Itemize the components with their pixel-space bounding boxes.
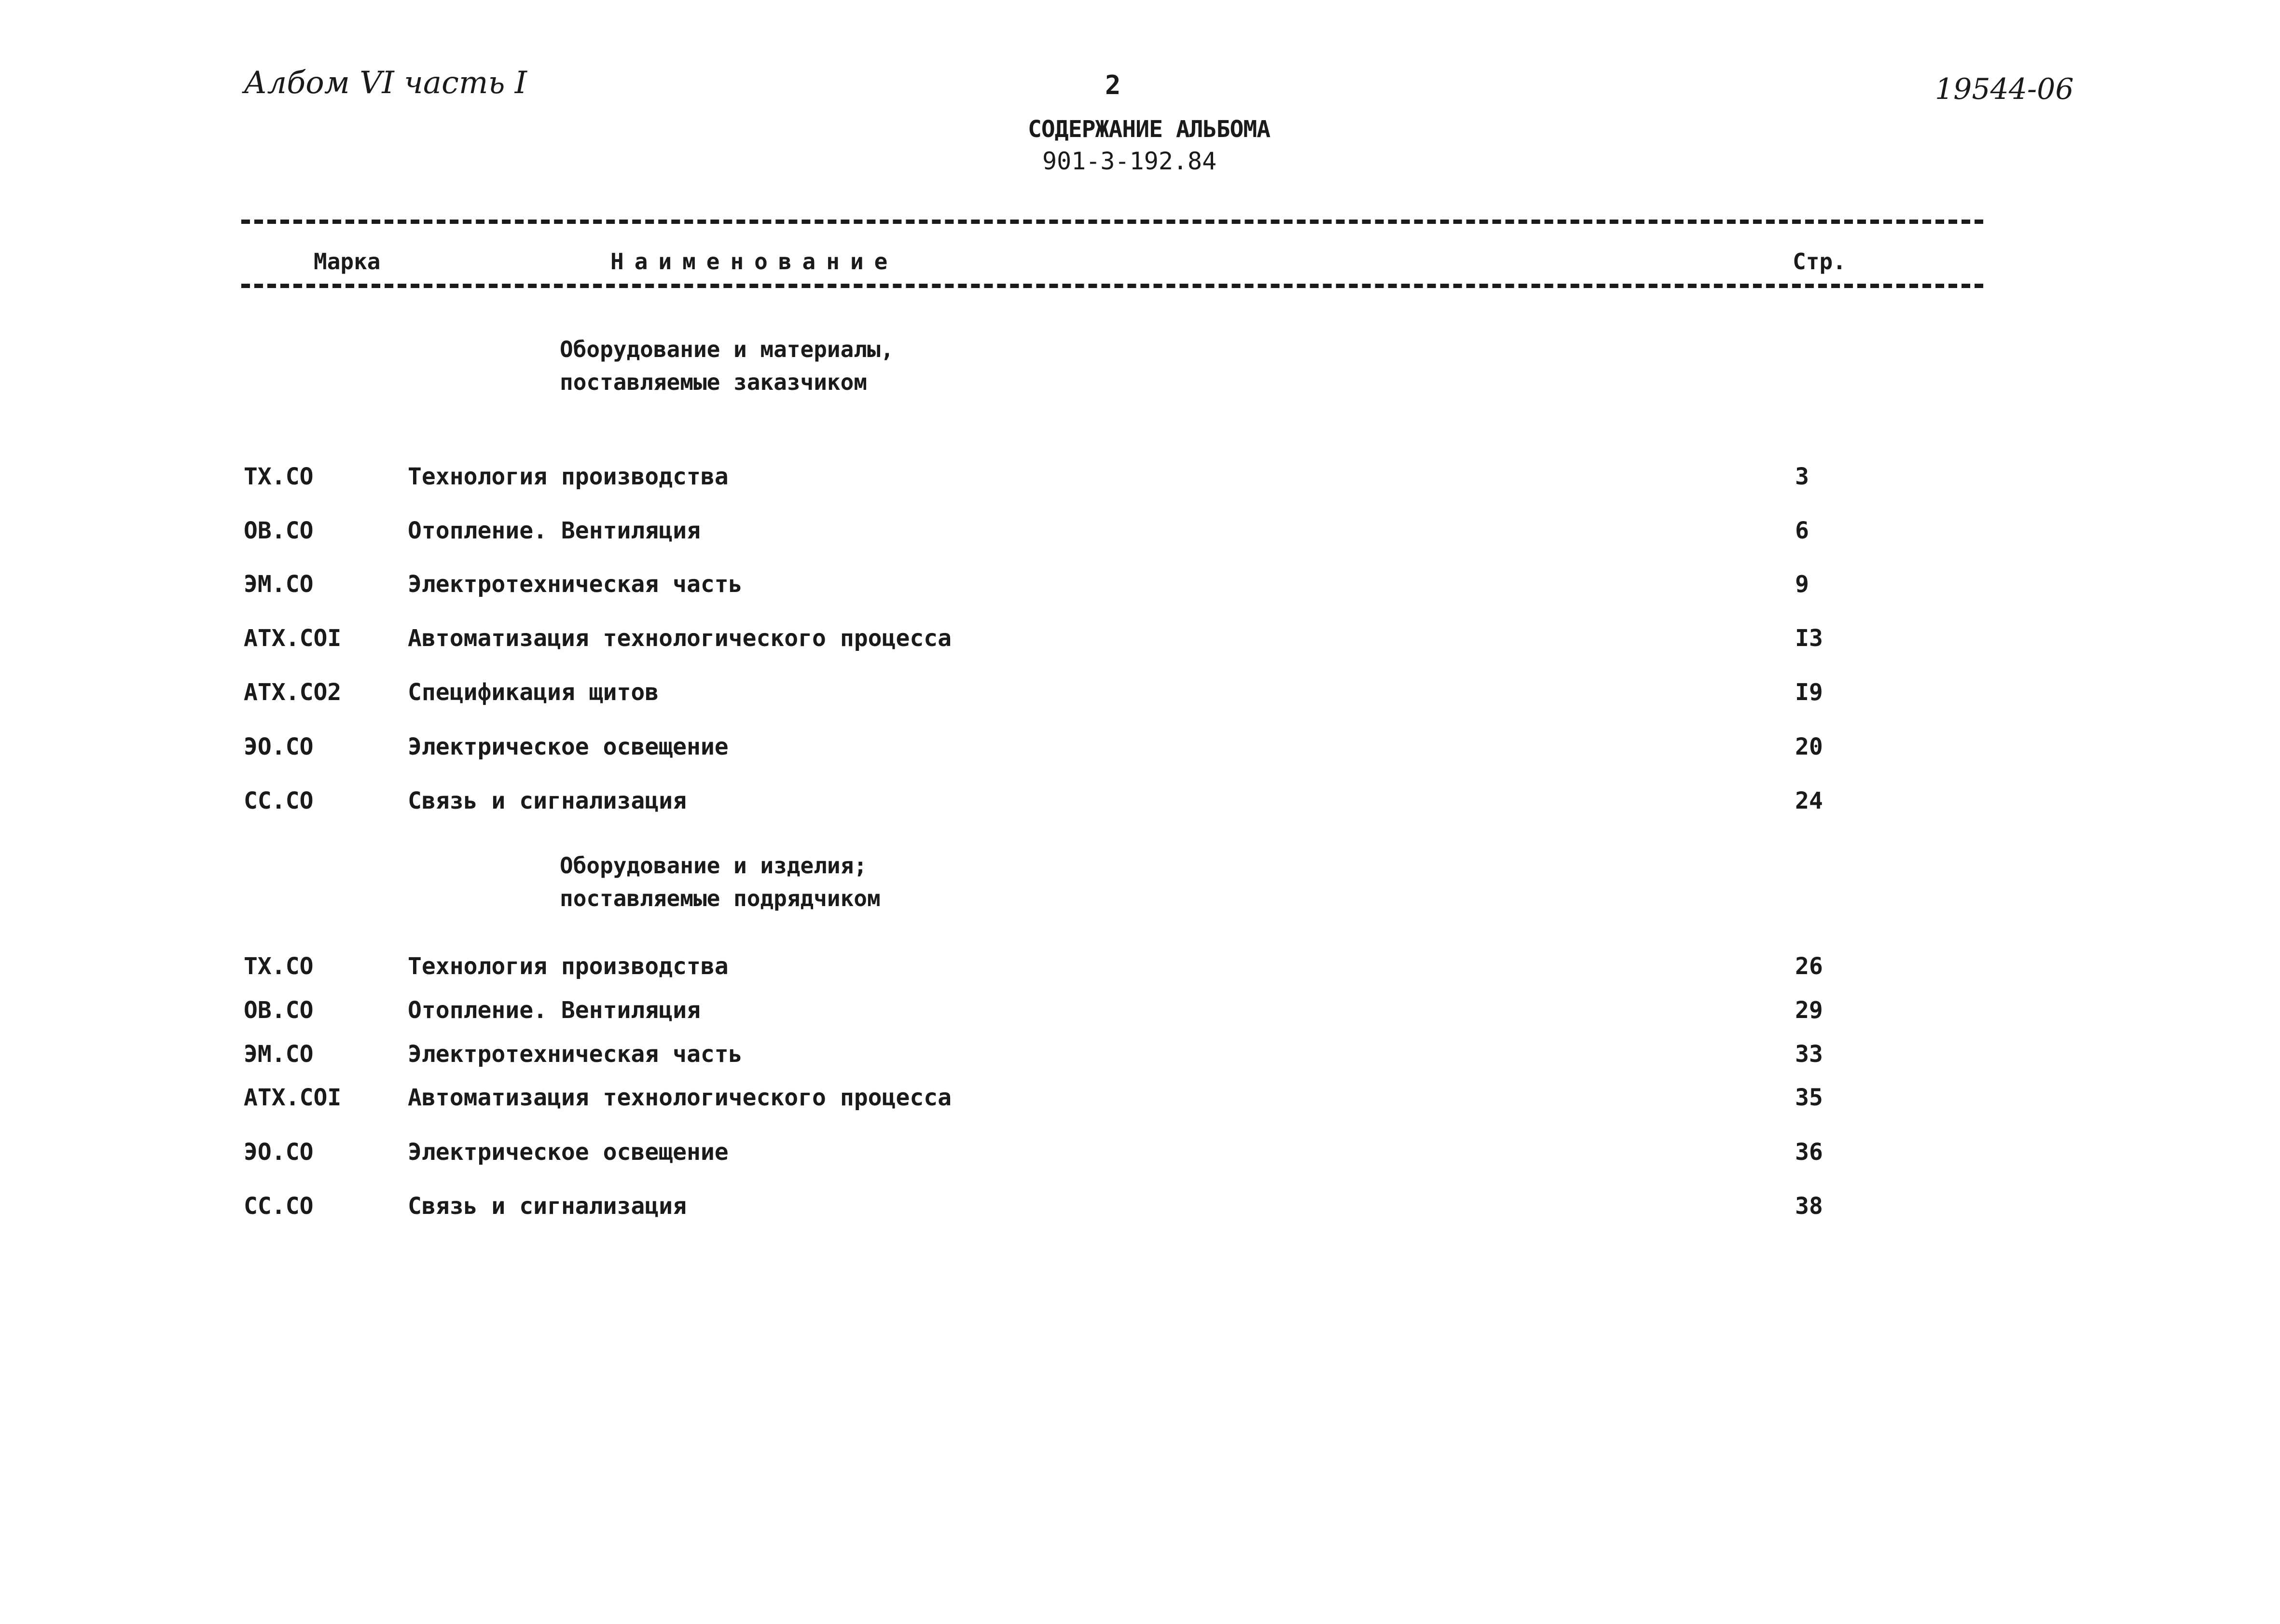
row-page: 26 <box>1795 953 1823 980</box>
row-name: Автоматизация технологического процесса <box>408 625 952 652</box>
table-row <box>0 787 2280 816</box>
table-row <box>0 679 2280 708</box>
table-row <box>0 1084 2280 1113</box>
row-mark: OB.CO <box>244 997 314 1024</box>
row-page: 33 <box>1795 1041 1823 1068</box>
row-page: 38 <box>1795 1193 1823 1220</box>
row-mark: OB.CO <box>244 517 314 544</box>
row-page: I3 <box>1795 625 1823 652</box>
table-row <box>0 1041 2280 1070</box>
row-page: 36 <box>1795 1139 1823 1166</box>
section-title <box>560 333 894 399</box>
page-title: СОДЕРЖАНИЕ АЛЬБОМА <box>1028 116 1271 143</box>
section-title-line: поставляемые заказчиком <box>560 369 867 395</box>
table-row <box>0 517 2280 546</box>
table-row <box>0 463 2280 492</box>
row-name: Электрическое освещение <box>408 733 729 760</box>
table-row <box>0 953 2280 982</box>
row-mark: CC.CO <box>244 787 314 814</box>
row-page: 35 <box>1795 1084 1823 1111</box>
row-page: 20 <box>1795 733 1823 760</box>
row-name: Отопление. Вентиляция <box>408 517 701 544</box>
row-mark: ЭM.CO <box>244 1041 314 1068</box>
row-name: Электротехническая часть <box>408 1041 743 1068</box>
section-title-line: Оборудование и материалы, <box>560 336 894 362</box>
row-name: Спецификация щитов <box>408 679 659 706</box>
row-page: 9 <box>1795 571 1809 598</box>
row-mark: CC.CO <box>244 1193 314 1220</box>
row-name: Технология производства <box>408 463 729 490</box>
row-mark: TX.CO <box>244 953 314 980</box>
row-name: Связь и сигнализация <box>408 1193 687 1220</box>
row-mark: ATX.COI <box>244 625 342 652</box>
row-page: I9 <box>1795 679 1823 706</box>
row-name: Автоматизация технологического процесса <box>408 1084 952 1111</box>
row-name: Электрическое освещение <box>408 1139 729 1166</box>
page-number: 2 <box>1105 70 1121 100</box>
album-label: Албом VI часть I <box>244 65 527 101</box>
table-row <box>0 625 2280 654</box>
row-name: Электротехническая часть <box>408 571 743 598</box>
row-name: Отопление. Вентиляция <box>408 997 701 1024</box>
row-page: 6 <box>1795 517 1809 544</box>
row-page: 29 <box>1795 997 1823 1024</box>
table-row <box>0 1193 2280 1222</box>
row-page: 3 <box>1795 463 1809 490</box>
row-mark: ATX.COI <box>244 1084 342 1111</box>
row-name: Технология производства <box>408 953 729 980</box>
table-row <box>0 1139 2280 1168</box>
row-mark: TX.CO <box>244 463 314 490</box>
row-mark: ЭO.CO <box>244 1139 314 1166</box>
column-header-marka: Марка <box>314 248 381 275</box>
section-title-line: Оборудование и изделия; <box>560 853 867 879</box>
row-mark: ЭO.CO <box>244 733 314 760</box>
row-mark: ATX.CO2 <box>244 679 342 706</box>
row-name: Связь и сигнализация <box>408 787 687 814</box>
document-number: 19544-06 <box>1935 72 2074 106</box>
table-top-rule <box>241 220 1983 224</box>
table-row <box>0 733 2280 762</box>
column-header-page: Стр. <box>1793 248 1846 275</box>
column-header-name: Наименование <box>610 248 898 275</box>
section-title <box>560 849 881 915</box>
table-row <box>0 571 2280 600</box>
row-mark: ЭM.CO <box>244 571 314 598</box>
section-title-line: поставляемые подрядчиком <box>560 885 881 911</box>
row-page: 24 <box>1795 787 1823 814</box>
table-header-rule <box>241 284 1983 288</box>
project-code: 901-3-192.84 <box>1042 147 1217 175</box>
table-row <box>0 997 2280 1026</box>
